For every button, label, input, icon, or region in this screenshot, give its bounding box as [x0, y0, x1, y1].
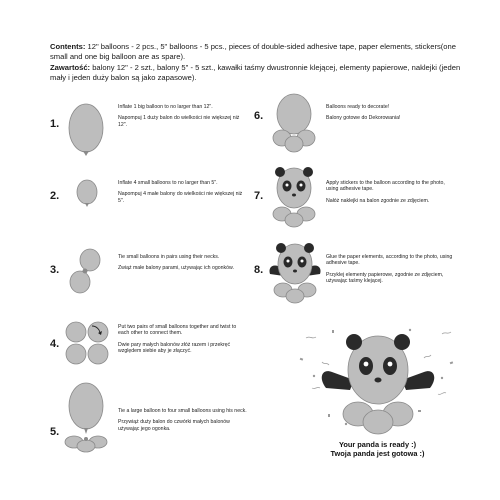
step-4-pl: Dwie pary małych balonów złóż razem i przekręć względem siebie aby je złączyć.	[118, 341, 231, 355]
step-7-number: 7.	[254, 190, 264, 202]
step-4-number: 4.	[50, 338, 60, 350]
step-2-pl: Napompuj 4 małe balony do wielkości nie większej niż 5".	[118, 191, 243, 204]
step-8-number: 8.	[254, 264, 264, 276]
step-3-number: 3.	[50, 264, 60, 276]
contents-label: Contents:	[50, 42, 86, 51]
zawartosc-label: Zawartość:	[50, 62, 91, 72]
tied-pair-illustration	[62, 246, 108, 296]
step-3-en: Tie small balloons in pairs using their necks.	[118, 254, 220, 260]
step-8-pl: Przyklej elementy papierowe, zgodnie ze zdjęciem, używając taśmy klejącej.	[326, 271, 444, 285]
finished-panda-illustration	[292, 318, 464, 436]
step-7-text	[326, 180, 456, 204]
step-6-en: Balloons ready to decorate!	[326, 104, 390, 110]
panda-face-balloon-illustration	[268, 164, 320, 230]
step-1-pl: Napompuj 1 duży balon do wielkości nie większej niż 12".	[118, 115, 240, 128]
step-2-text	[118, 180, 248, 204]
contents-text: 12" balloons - 2 pcs., 5" balloons - 5 pcs., pieces of double-sided adhesive tape, paper elements, stickers(one small and one big balloon are as spare).	[50, 42, 456, 62]
big-balloon-illustration	[62, 100, 112, 164]
small-balloon-illustration	[72, 178, 102, 212]
zawartosc-text: balony 12" - 2 szt., balony 5" - 5 szt., kawałki taśmy dwustronnie klejącej, elementy papierowe, naklejki (jeden mały i jeden duży balon są jako zapasowe).	[50, 62, 461, 83]
step-1-en: Inflate 1 big balloon to no larger than 12".	[118, 104, 213, 110]
step-1-number: 1.	[50, 118, 60, 130]
contents-pl	[50, 63, 470, 84]
assembled-balloons-illustration	[268, 92, 320, 156]
step-3-text	[118, 254, 248, 272]
step-2-en: Inflate 4 small balloons to no larger than 5".	[118, 180, 218, 186]
step-5-en: Tie a large balloon to four small balloons using his neck.	[118, 408, 247, 414]
step-2-number: 2.	[50, 190, 60, 202]
step-7-pl: Nałóż naklejki na balon zgodnie ze zdjęciem.	[326, 197, 430, 204]
step-6-number: 6.	[254, 110, 264, 122]
step-3-pl: Zwiąż małe balony parami, używając ich ogonków.	[118, 265, 234, 272]
step-7-en: Apply stickers to the balloon according to the photo, using adhesive tape.	[326, 180, 445, 193]
step-4-text	[118, 324, 248, 355]
step-5-text	[118, 408, 248, 432]
contents-en	[50, 42, 470, 63]
final-caption-pl: Twoja panda jest gotowa :)	[330, 449, 425, 459]
step-5-pl: Przywiąż duży balon do czwórki małych balonów używając jego ogonka.	[118, 419, 230, 432]
final-caption-en: Your panda is ready :)	[338, 440, 417, 449]
panda-with-arms-illustration	[264, 240, 326, 306]
step-6-text	[326, 104, 456, 122]
step-8-en: Glue the paper elements, according to the photo, using adhesive tape.	[326, 254, 453, 267]
step-1-text	[118, 104, 248, 128]
step-5-number: 5.	[50, 426, 60, 438]
step-8-text	[326, 254, 456, 285]
step-6-pl: Balony gotowe do Dekorowania!	[326, 115, 401, 122]
four-balloons-illustration	[62, 318, 112, 368]
balloon-on-base-illustration	[62, 380, 112, 454]
contents-header	[50, 42, 470, 84]
final-caption	[290, 440, 465, 458]
step-4-en: Put two pairs of small balloons together and twist to each other to connect them.	[118, 324, 237, 337]
